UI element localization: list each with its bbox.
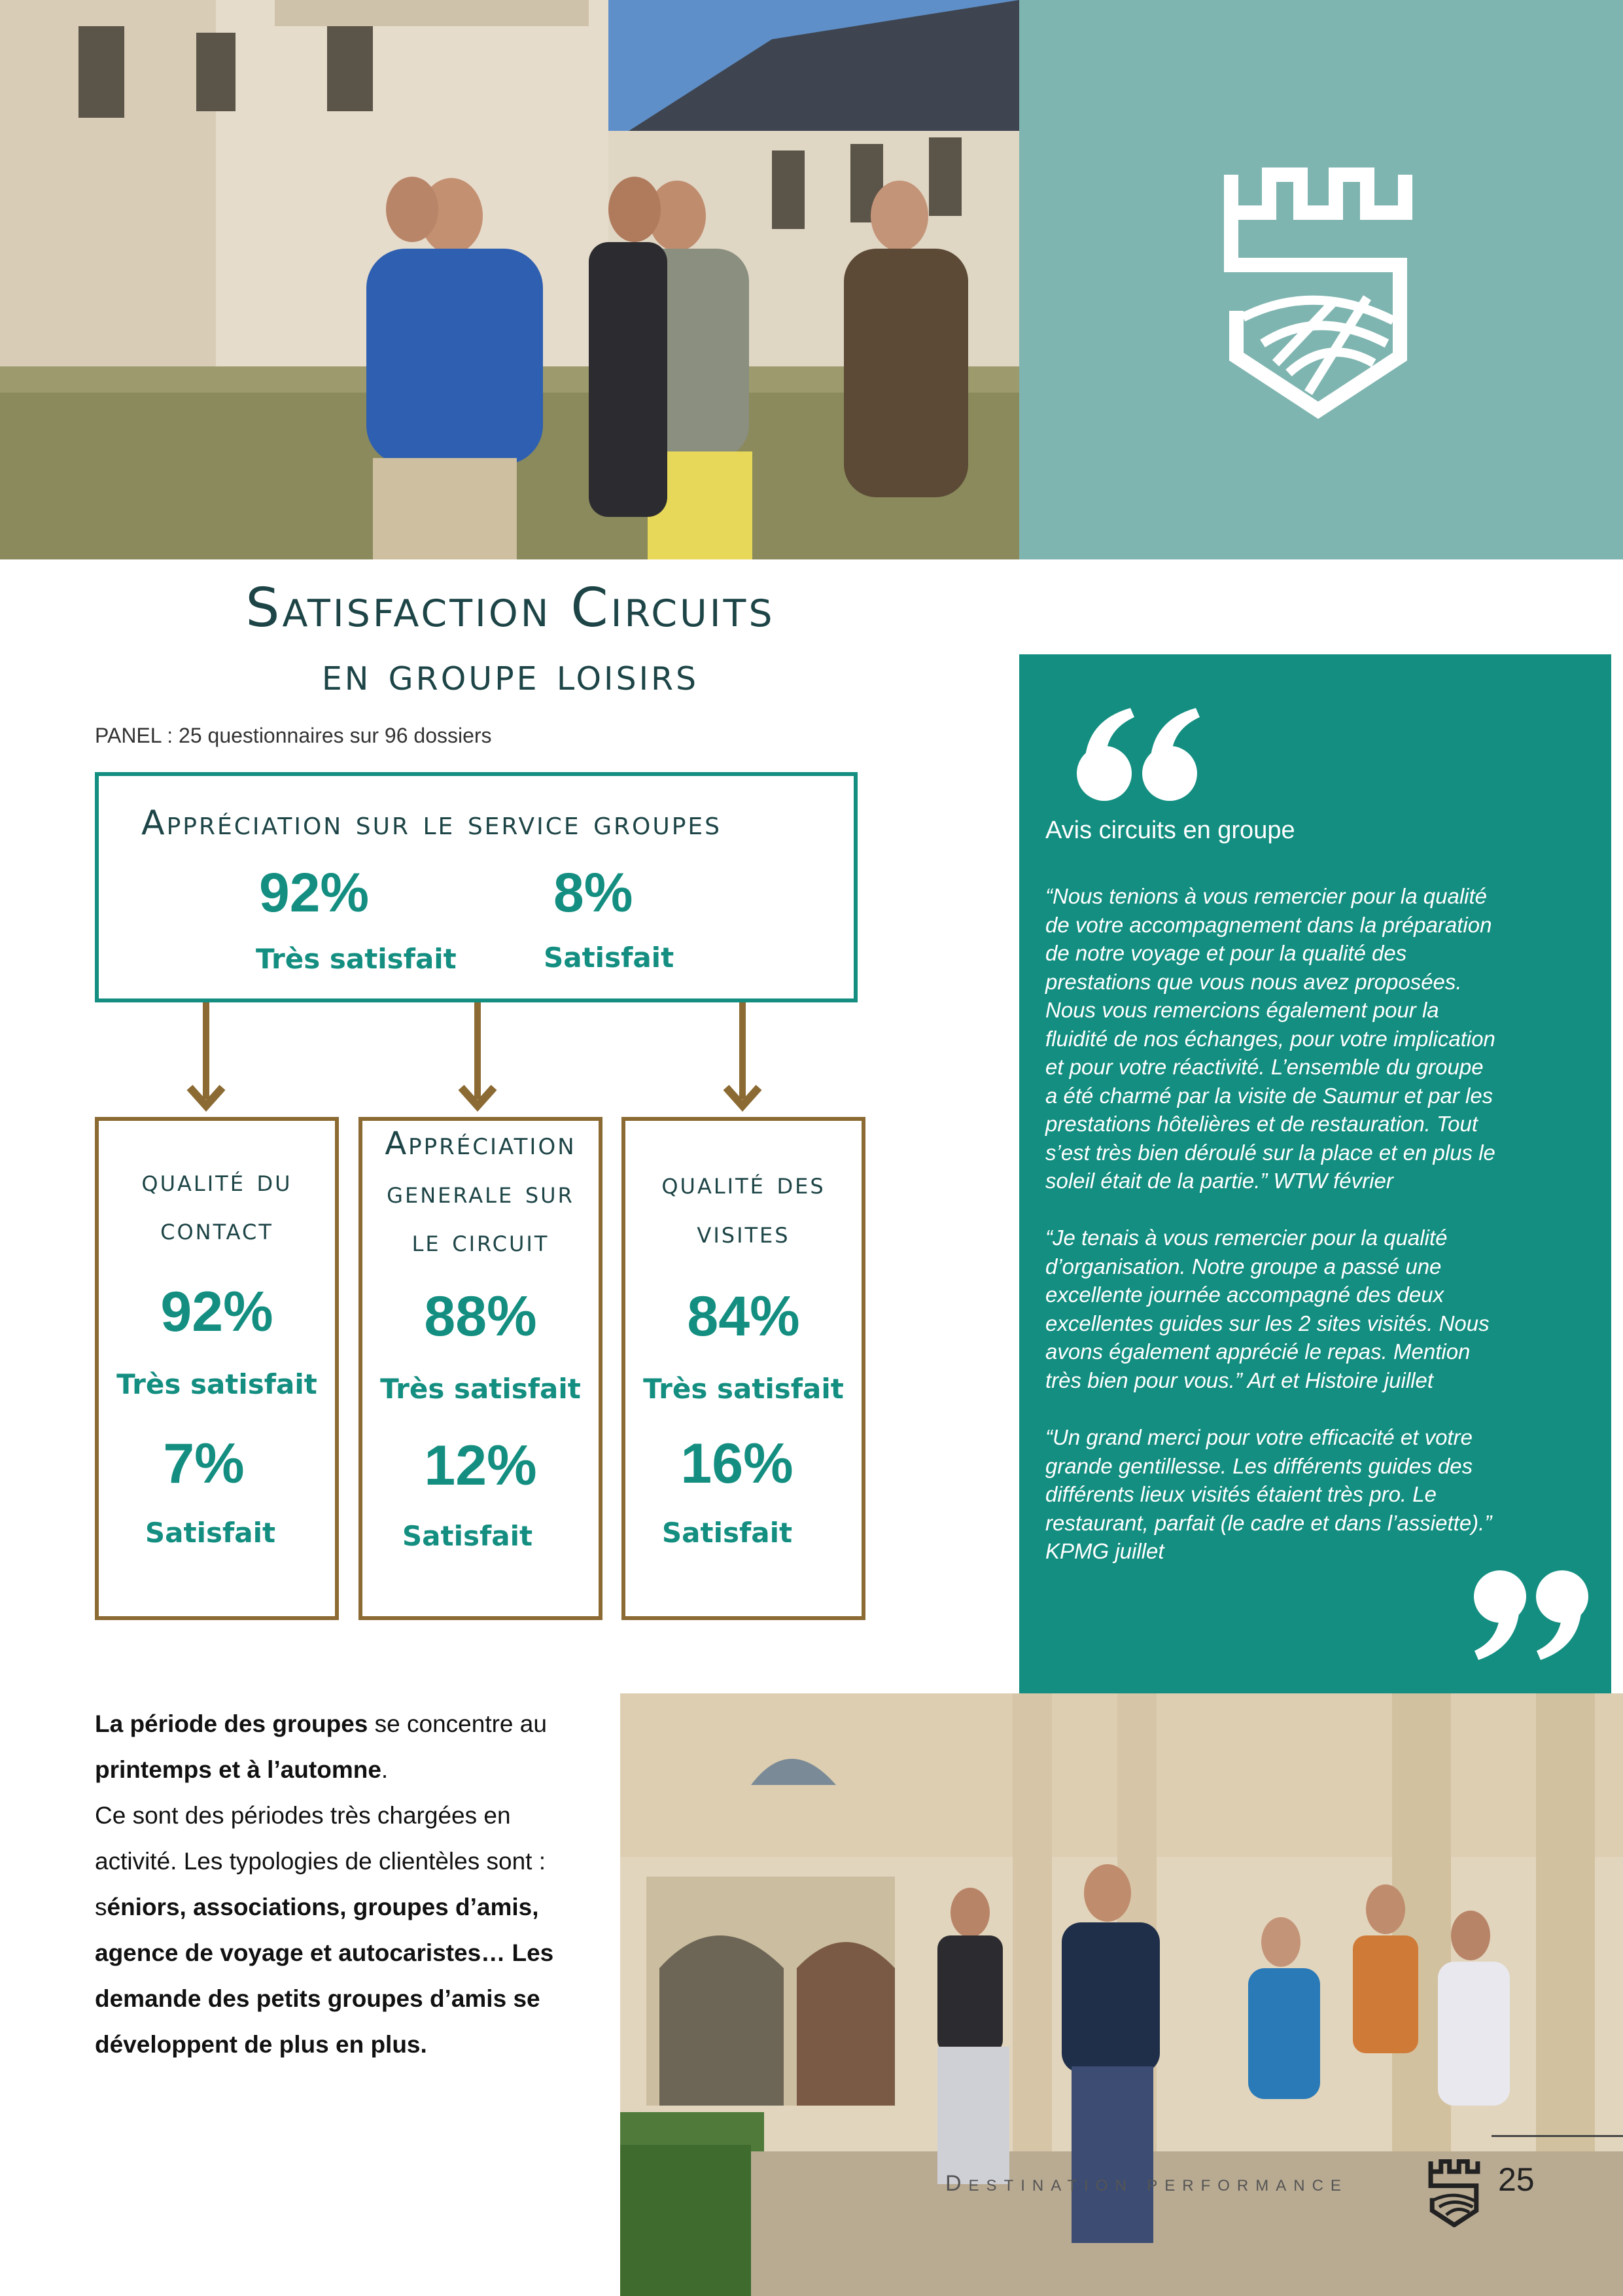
very-satisfied-label: Très satisfait xyxy=(380,1373,581,1405)
quote-line: prestations que vous nous avez proposées. xyxy=(1045,969,1462,994)
period-bold: La période des groupes xyxy=(95,1710,368,1737)
footer-label: Destination performance xyxy=(945,2171,1348,2196)
satisfied-pct: 16% xyxy=(680,1432,794,1495)
criterion-box-visites xyxy=(621,1117,865,1620)
quote-line: a été charmé par la visite de Saumur et par les xyxy=(1045,1083,1493,1108)
quote-line: “Je tenais à vous remercier pour la qualité xyxy=(1045,1226,1448,1250)
quote-line: “Nous tenions à vous remercier pour la qualité xyxy=(1045,884,1488,908)
quote-1 xyxy=(1045,882,1562,1195)
quote-line: s’est très bien déroulé sur la place et en plus le xyxy=(1045,1140,1495,1165)
quote-line: “Un grand merci pour votre efficacité et votre xyxy=(1045,1425,1473,1449)
period-text xyxy=(95,1701,605,2068)
criterion-box-generale xyxy=(358,1117,602,1620)
quote-panel xyxy=(1019,654,1611,1693)
quote-line: soleil était de la partie.” WTW février xyxy=(1045,1169,1393,1193)
period-bold: printemps et à l’automne xyxy=(95,1756,381,1783)
period-bold: développent de plus en plus. xyxy=(95,2031,427,2058)
quote-line: très bien pour vous.” Art et Histoire juillet xyxy=(1045,1368,1434,1392)
satisfied-label: Satisfait xyxy=(402,1520,533,1552)
connector-arrows xyxy=(0,0,916,1125)
criterion-title: generale sur xyxy=(387,1174,574,1210)
quote-line: KPMG juillet xyxy=(1045,1539,1164,1563)
quote-line: excellentes guides sur les 2 sites visités. Nous xyxy=(1045,1311,1490,1335)
very-satisfied-pct: 92% xyxy=(160,1280,273,1343)
criterion-title: qualité du xyxy=(141,1163,292,1198)
quote-line: et pour votre réactivité. L’ensemble du groupe xyxy=(1045,1055,1484,1079)
title-line-2: en groupe loisirs xyxy=(321,647,699,701)
quote-line: d’organisation. Notre groupe a passé une xyxy=(1045,1254,1442,1279)
quote-line: excellente journée accompagné des deux xyxy=(1045,1282,1444,1307)
quote-line: grande gentillesse. Les différents guides des xyxy=(1045,1453,1473,1478)
quote-line: fluidité de nos échanges, pour votre implication xyxy=(1045,1026,1495,1051)
period-line: activité. Les typologies de clientèles sont : xyxy=(95,1848,546,1875)
period-text-span: s xyxy=(95,1894,107,1920)
criterion-title: qualité des xyxy=(661,1165,826,1201)
footer-rule xyxy=(1492,2135,1623,2137)
quote-2 xyxy=(1045,1224,1562,1394)
criterion-title: le circuit xyxy=(411,1223,550,1258)
criterion-title: Appréciation xyxy=(385,1125,576,1162)
castle-logo-small-icon xyxy=(1428,2159,1480,2227)
period-text-span: . xyxy=(381,1756,389,1783)
very-satisfied-pct: 88% xyxy=(424,1285,537,1348)
service-very-satisfied-pct: 92% xyxy=(259,862,370,923)
quote-3 xyxy=(1045,1423,1562,1566)
service-satisfied-label: Satisfait xyxy=(544,942,674,974)
title-line-1: Satisfaction Circuits xyxy=(245,577,775,639)
service-title: Appréciation sur le service groupes xyxy=(141,804,722,843)
close-quote-icon xyxy=(1471,1567,1588,1665)
criterion-box-contact xyxy=(95,1117,339,1620)
very-satisfied-label: Très satisfait xyxy=(116,1368,317,1400)
service-very-satisfied-label: Très satisfait xyxy=(256,943,457,975)
satisfied-pct: 7% xyxy=(163,1432,245,1495)
satisfied-label: Satisfait xyxy=(145,1517,276,1549)
quote-line: de notre voyage et pour la qualité des xyxy=(1045,941,1407,965)
quote-line: de votre accompagnement dans la préparation xyxy=(1045,912,1492,937)
quote-line: avons également apprécié le repas. Mention xyxy=(1045,1339,1471,1364)
satisfied-label: Satisfait xyxy=(661,1517,793,1549)
criterion-title: visites xyxy=(697,1214,790,1250)
period-bold: demande des petits groupes d’amis se xyxy=(95,1985,540,2012)
period-text-span: se concentre au xyxy=(368,1710,547,1737)
period-bold: agence de voyage et autocaristes… Les xyxy=(95,1939,554,1966)
quote-line: Nous vous remercions également pour la xyxy=(1045,998,1439,1022)
castle-logo-icon xyxy=(1223,167,1413,419)
quote-line: différents lieux visités étaient très pro. Le xyxy=(1045,1482,1437,1506)
page-number: 25 xyxy=(1498,2161,1535,2198)
satisfied-pct: 12% xyxy=(424,1434,537,1497)
open-quote-icon xyxy=(1072,701,1202,806)
quote-line: restaurant, parfait (le cadre et dans l’assiette).” xyxy=(1045,1510,1492,1535)
period-line: Ce sont des périodes très chargées en xyxy=(95,1802,511,1829)
panel-note: PANEL : 25 questionnaires sur 96 dossiers xyxy=(95,724,492,747)
very-satisfied-label: Très satisfait xyxy=(643,1373,844,1405)
quotes-heading: Avis circuits en groupe xyxy=(1045,817,1295,844)
quote-line: prestations hôtelières et de restauration. Tout xyxy=(1045,1112,1478,1136)
service-satisfied-pct: 8% xyxy=(553,862,633,923)
period-bold: éniors, associations, groupes d’amis, xyxy=(107,1894,539,1920)
criterion-title: contact xyxy=(160,1211,273,1246)
very-satisfied-pct: 84% xyxy=(687,1285,800,1348)
